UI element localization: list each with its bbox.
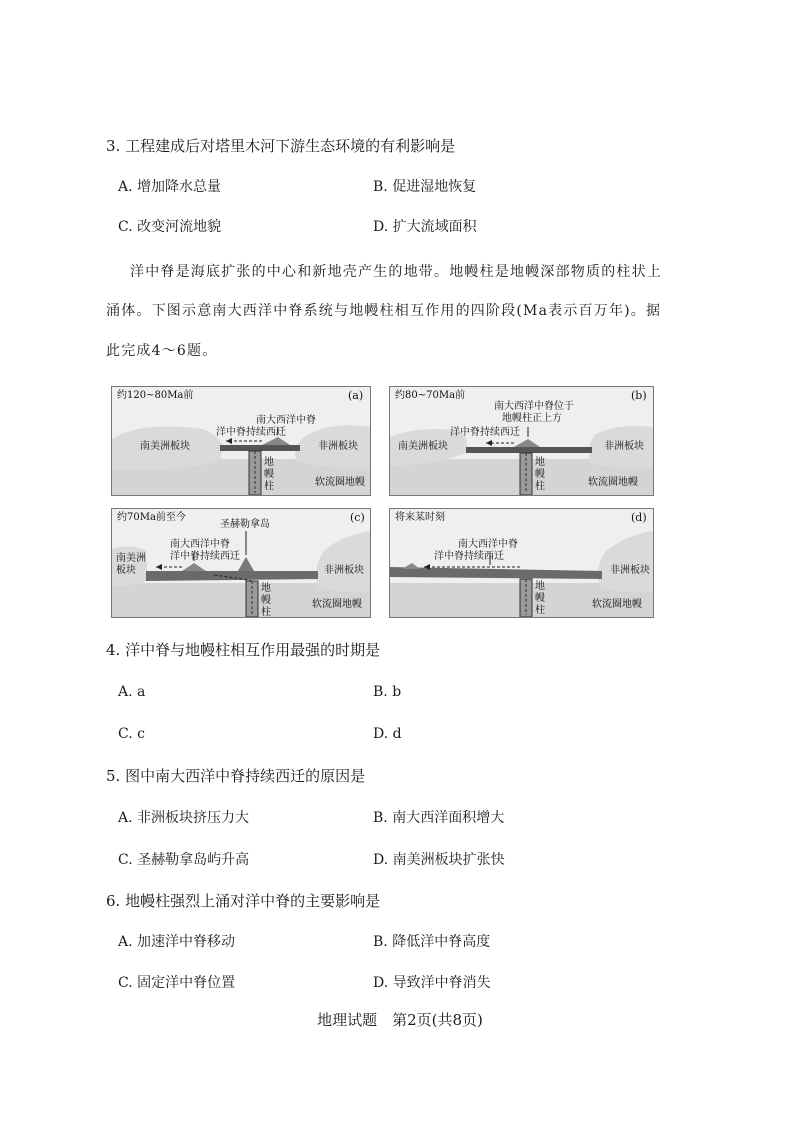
ridge-shape xyxy=(402,563,420,569)
panel-d-time: 将来某时刻 xyxy=(395,512,445,523)
panel-c-island-label: 圣赫勒拿岛 xyxy=(220,519,270,530)
panel-a-time: 约120~80Ma前 xyxy=(117,390,194,401)
panel-c-tag: (c) xyxy=(350,511,365,524)
ocean-crust-shape xyxy=(466,447,592,453)
panel-c-migrate-label: 洋中脊持续西迁 xyxy=(170,551,240,562)
panel-d-migrate-label: 洋中脊持续西迁 xyxy=(434,551,504,562)
panel-c-south-america-label-1: 南美洲 xyxy=(116,553,146,564)
q5-option-d[interactable]: D. 南美洲板块扩张快 xyxy=(373,852,505,868)
panel-b-migrate-label: 洋中脊持续西迁 xyxy=(450,427,520,438)
panel-b-asthenosphere-label: 软流圈地幔 xyxy=(588,477,638,488)
migration-arrowhead xyxy=(156,564,162,570)
panel-a xyxy=(111,386,371,496)
panel-b xyxy=(389,386,654,496)
question-6-stem: 6. 地幔柱强烈上涌对洋中脊的主要影响是 xyxy=(106,892,381,910)
panel-d-asthenosphere-label: 软流圈地幔 xyxy=(592,599,642,610)
africa-plate-shape xyxy=(316,531,370,592)
panel-d-ridge-label: 南大西洋中脊 xyxy=(458,539,518,550)
panel-d-africa-label: 非洲板块 xyxy=(610,565,650,576)
q5-option-c[interactable]: C. 圣赫勒拿岛屿升高 xyxy=(118,852,250,868)
q3-option-d[interactable]: D. 扩大流域面积 xyxy=(373,219,477,235)
panel-b-plume-label: 地幔柱 xyxy=(535,457,545,492)
passage-line-3: 此完成4～6题。 xyxy=(106,343,218,359)
q3-option-b[interactable]: B. 促进湿地恢复 xyxy=(373,179,477,195)
ocean-crust-shape xyxy=(220,445,300,451)
question-3-stem: 3. 工程建成后对塔里木河下游生态环境的有利影响是 xyxy=(106,137,456,155)
q4-option-c[interactable]: C. c xyxy=(118,726,145,742)
panel-b-tag: (b) xyxy=(631,389,647,402)
q6-option-c[interactable]: C. 固定洋中脊位置 xyxy=(118,975,236,991)
panel-d-plume-label: 地幔柱 xyxy=(535,581,545,616)
passage-line-2: 涌体。下图示意南大西洋中脊系统与地幔柱相互作用的四阶段(Ma表示百万年)。据 xyxy=(106,303,662,319)
panel-a-plume-label: 地幔柱 xyxy=(264,457,274,492)
panel-c-asthenosphere-label: 软流圈地幔 xyxy=(312,599,362,610)
ocean-crust-shape xyxy=(146,571,318,581)
panel-b-south-america-label: 南美洲板块 xyxy=(398,441,448,452)
passage-line-1: 洋中脊是海底扩张的中心和新地壳产生的地带。地幔柱是地幔深部物质的柱状上 xyxy=(130,264,662,280)
panel-c-time: 约70Ma前至今 xyxy=(117,512,186,523)
question-5-stem: 5. 图中南大西洋中脊持续西迁的原因是 xyxy=(106,767,366,785)
panel-a-ridge-label: 南大西洋中脊 xyxy=(256,415,316,426)
q6-option-d[interactable]: D. 导致洋中脊消失 xyxy=(373,975,491,991)
panel-b-time: 约80~70Ma前 xyxy=(395,390,466,401)
q3-option-a[interactable]: A. 增加降水总量 xyxy=(118,179,222,195)
panel-c-plume-label: 地幔柱 xyxy=(261,583,271,618)
panel-a-africa-label: 非洲板块 xyxy=(318,441,358,452)
ridge-shape xyxy=(182,563,206,571)
page-footer: 地理试题 第2页(共8页) xyxy=(317,1011,483,1029)
panel-c-ridge-label: 南大西洋中脊 xyxy=(170,539,230,550)
panel-b-ridge-note-2: 地幔柱正上方 xyxy=(502,413,562,424)
q4-option-d[interactable]: D. d xyxy=(373,726,402,742)
q3-option-c[interactable]: C. 改变河流地貌 xyxy=(118,219,222,235)
migration-arrowhead xyxy=(486,440,492,446)
panel-a-migrate-label: 洋中脊持续西迁 xyxy=(216,427,286,438)
island-shape xyxy=(238,557,254,571)
panel-a-tag: (a) xyxy=(348,389,364,402)
question-4-stem: 4. 洋中脊与地幔柱相互作用最强的时期是 xyxy=(106,641,381,659)
panel-a-south-america-label: 南美洲板块 xyxy=(140,441,190,452)
q6-option-b[interactable]: B. 降低洋中脊高度 xyxy=(373,934,491,950)
panel-d-tag: (d) xyxy=(631,511,647,524)
panel-b-ridge-note-1: 南大西洋中脊位于 xyxy=(494,401,574,412)
q5-option-a[interactable]: A. 非洲板块挤压力大 xyxy=(118,810,250,826)
panel-b-africa-label: 非洲板块 xyxy=(604,441,644,452)
q5-option-b[interactable]: B. 南大西洋面积增大 xyxy=(373,810,505,826)
ocean-crust-shape xyxy=(390,567,602,579)
panel-c xyxy=(111,508,371,618)
q4-option-a[interactable]: A. a xyxy=(118,684,146,700)
q6-option-a[interactable]: A. 加速洋中脊移动 xyxy=(118,934,236,950)
panel-c-africa-label: 非洲板块 xyxy=(324,565,364,576)
panel-c-south-america-label-2: 板块 xyxy=(116,565,136,576)
panel-a-asthenosphere-label: 软流圈地幔 xyxy=(315,477,365,488)
ridge-shape xyxy=(514,439,540,447)
africa-plate-shape xyxy=(598,531,653,592)
q4-option-b[interactable]: B. b xyxy=(373,684,402,700)
panel-d xyxy=(389,508,654,618)
